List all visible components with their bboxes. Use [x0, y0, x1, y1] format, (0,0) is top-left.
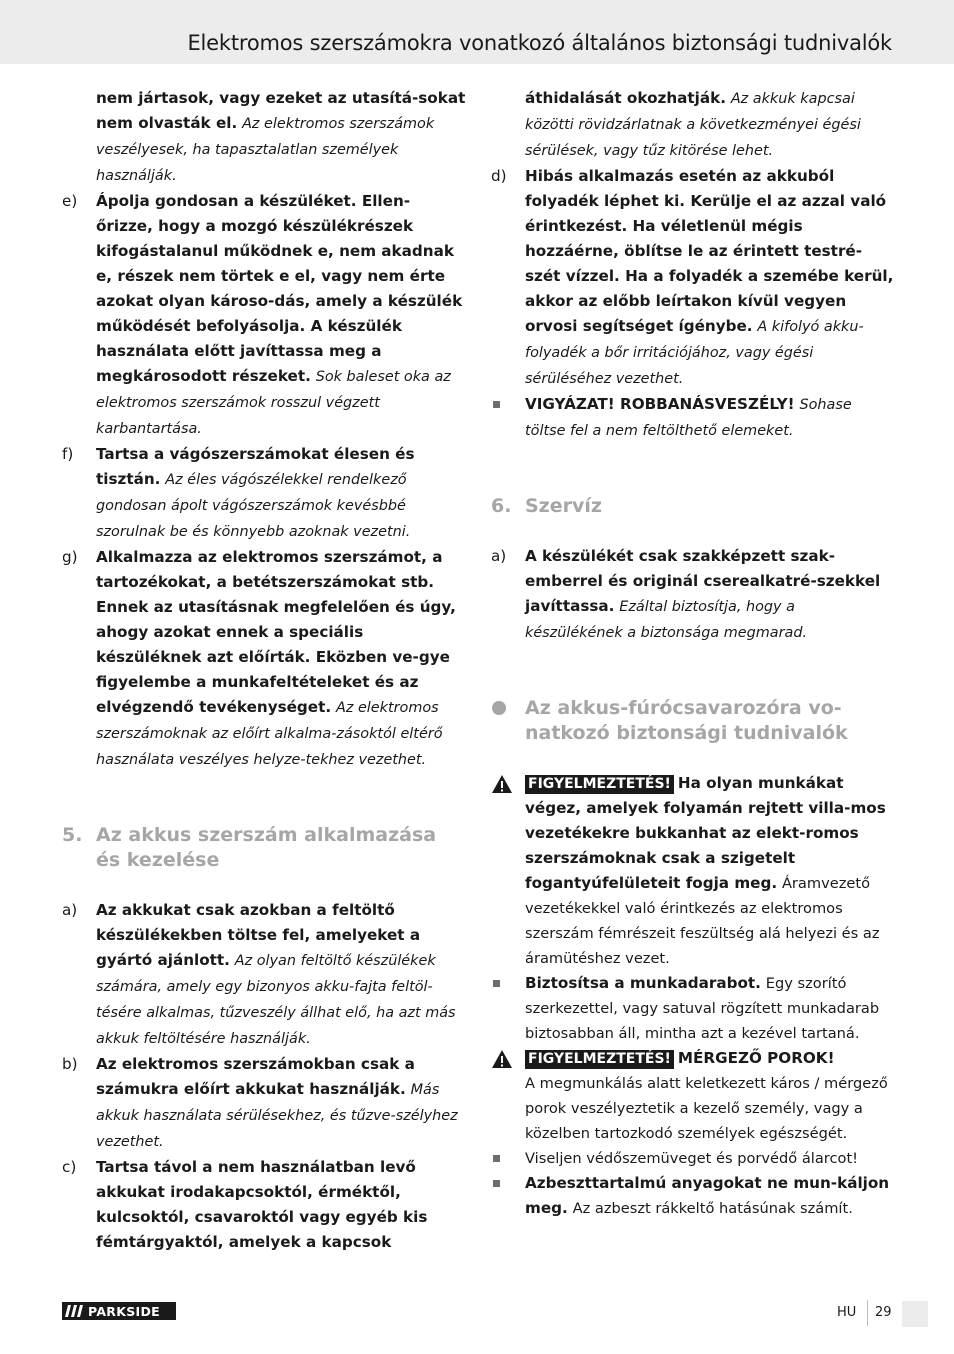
section-number: 5.	[62, 824, 83, 846]
item-italic-text: Más akkuk használata sérülésekhez, és tűzve-szélyhez vezethet.	[96, 1082, 458, 1150]
item-italic-text: Az akkuk kapcsai közötti rövidzárlatnak a következményei égési sérülések, vagy tűz kitörése lehet.	[525, 91, 861, 159]
item-bold-text: nem jártasok, vagy ezeket az utasítá-sokat nem olvasták el.	[96, 89, 466, 132]
item-normal-text: Viseljen védőszemüveget és porvédő álarcot!	[525, 1150, 859, 1167]
right-column	[491, 86, 895, 1221]
item-marker: d)	[491, 167, 507, 185]
section-title: Az akkus-fúrócsavarozóra vo-natkozó biztonsági tudnivalók	[525, 697, 848, 744]
item-bold-text: VIGYÁZAT! ROBBANÁSVESZÉLY!	[525, 395, 795, 413]
header-bar	[0, 0, 954, 64]
item-italic-text: A kifolyó akku-folyadék a bőr irritációjához, vagy égési sérüléséhez vezethet.	[525, 319, 864, 387]
page-number: 29	[875, 1305, 892, 1320]
parkside-logo	[62, 1302, 176, 1320]
language-code: HU	[837, 1305, 857, 1320]
section-number: 6.	[491, 495, 512, 517]
list-item-e	[62, 189, 466, 442]
section-title: Szervíz	[525, 495, 602, 517]
section-drill-heading	[491, 696, 895, 746]
item-italic-text: Sohase töltse fel a nem feltölthető elemeket.	[525, 397, 852, 439]
item-normal-text: A megmunkálás alatt keletkezett káros / mérgező porok veszélyeztetik a kezelő személy, vagy a közelben tartozkodó személyek egészségét.	[525, 1075, 888, 1142]
square-bullet-icon	[493, 1180, 500, 1187]
item-normal-text: Áramvezető vezetékekkel való érintkezés az elektromos szerszám fémrészeit feszültség alá helyezi és az áramütéshez vezet.	[525, 875, 880, 967]
item-italic-text: Az elektromos szerszámoknak az előírt alkalma-zásoktól eltérő használata veszélyes helyze-tekhez vezethet.	[96, 700, 443, 768]
item-bold-text: Hibás alkalmazás esetén az akkuból folyadék léphet ki. Kerülje el az azzal való érintkezést. Ha véletlenül mégis hozzáérne, öblítse le az érintett testré-szét vízzel. Ha a folyadék a szemébe kerül, akkor az előbb leírtakon kívül vegyen orvosi segítséget ígénybe.	[525, 167, 894, 335]
logo-stripes-icon	[62, 1302, 88, 1320]
item-italic-text: Ezáltal biztosítja, hogy a készülékének a biztonsága megmarad.	[525, 599, 808, 641]
item-marker: a)	[62, 901, 78, 919]
item-bold-text: Azbeszttartalmú anyagokat ne mun-káljon meg.	[525, 1174, 890, 1217]
item-bold-text: Tartsa a vágószerszámokat élesen és tisztán.	[96, 445, 415, 488]
footer-tab-box	[902, 1301, 928, 1327]
list-item-f	[62, 442, 466, 545]
item-bold-text: Biztosítsa a munkadarabot.	[525, 974, 761, 992]
bullet-item-secure	[491, 971, 895, 1046]
footer-divider	[867, 1300, 868, 1326]
warning-item-dust	[491, 1046, 895, 1146]
list-item-a5	[62, 898, 466, 1052]
item-bold-text: Az elektromos szerszámokban csak a számukra előírt akkukat használják.	[96, 1055, 415, 1098]
square-bullet-icon	[493, 401, 500, 408]
list-item-b5	[62, 1052, 466, 1155]
warning-triangle-icon	[491, 774, 513, 794]
list-item-g	[62, 545, 466, 773]
item-marker: c)	[62, 1158, 77, 1176]
bullet-item-goggles	[491, 1146, 895, 1171]
item-marker: b)	[62, 1055, 78, 1073]
item-italic-text: Az olyan feltöltő készülékek számára, amely egy bizonyos akku-fajta feltöl-tésére alkalmas, tűzveszély állhat elő, ha azt más akkuk feltöltésére használják.	[96, 953, 456, 1047]
square-bullet-icon	[493, 980, 500, 987]
list-item-c5	[62, 1155, 466, 1255]
item-italic-text: Az elektromos szerszámok veszélyesek, ha tapasztalatlan személyek használják.	[96, 116, 435, 184]
left-column	[62, 86, 466, 1255]
item-bold-text: Alkalmazza az elektromos szerszámot, a tartozékokat, a betétszerszámokat stb. Ennek az utasításnak megfelelően és úgy, ahogy azokat ennek a speciális készüléknek azt előírták. Eközben ve-gye figyelembe a munkafeltételeket és az elvégzendő tevékenységet.	[96, 548, 456, 716]
page-title: Elektromos szerszámokra vonatkozó általános biztonsági tudnivalók	[187, 31, 892, 55]
item-italic-text: Az éles vágószélekkel rendelkező gondosan ápolt vágószerszámok kevésbbé szorulnak be és könnyebb azoknak vezetni.	[96, 472, 411, 540]
warning-triangle-icon	[491, 1049, 513, 1069]
bullet-dot-icon	[492, 701, 506, 715]
list-item-a6	[491, 544, 895, 646]
section-5-heading	[62, 823, 466, 873]
bullet-item-explosion	[491, 392, 895, 444]
warning-badge: FIGYELMEZTETÉS!	[525, 775, 674, 794]
item-normal-text: Egy szorító szerkezettel, vagy satuval rögzített munkadarab biztosabban áll, mintha azt a kezével tartaná.	[525, 975, 880, 1042]
square-bullet-icon	[493, 1155, 500, 1162]
item-bold-text: MÉRGEZŐ POROK!	[677, 1049, 835, 1067]
brand-name: PARKSIDE	[88, 1303, 160, 1319]
list-item-c-continued	[491, 86, 895, 164]
warning-item-electrical	[491, 771, 895, 971]
section-6-heading	[491, 494, 895, 519]
item-bold-text: Ápolja gondosan a készüléket. Ellen-őrizze, hogy a mozgó készülékrészek kifogástalanul működnek e, nem akadnak e, részek nem törtek e el, vagy nem érte azokat olyan károso-dás, amely a készülék működését befolyásolja. A készülék használata előtt javíttassa meg a megkárosodott részeket.	[96, 192, 463, 385]
item-bold-text: Ha olyan munkákat végez, amelyek folyamán rejtett villa-mos vezetékekre bukkanhat az elekt-romos szerszámoknak csak a szigetelt fogantyúfelületeit fogja meg.	[525, 774, 886, 892]
list-item-d-continued	[62, 86, 466, 189]
item-marker: f)	[62, 445, 74, 463]
item-bold-text: Tartsa távol a nem használatban levő akkukat irodakapcsoktól, érméktől, kulcsoktól, csavaroktól vagy egyéb kis fémtárgyaktól, amelyek a kapcsok	[96, 1158, 428, 1251]
item-bold-text: A készülékét csak szakképzett szak-emberrel és originál cserealkatré-szekkel javíttassa.	[525, 547, 881, 615]
bullet-item-asbestos	[491, 1171, 895, 1221]
item-bold-text: Az akkukat csak azokban a feltöltő készülékekben töltse fel, amelyeket a gyártó ajánlott.	[96, 901, 421, 969]
item-marker: e)	[62, 192, 78, 210]
item-bold-text: áthidalását okozhatják.	[525, 89, 726, 107]
item-marker: g)	[62, 548, 78, 566]
warning-badge: FIGYELMEZTETÉS!	[525, 1050, 674, 1069]
item-italic-text: Sok baleset oka az elektromos szerszámok rosszul végzett karbantartása.	[96, 369, 451, 437]
section-title: Az akkus szerszám alkalmazása és kezelése	[96, 824, 437, 871]
item-normal-text: Az azbeszt rákkeltő hatásúnak számít.	[572, 1200, 853, 1217]
item-marker: a)	[491, 547, 507, 565]
list-item-d5	[491, 164, 895, 392]
